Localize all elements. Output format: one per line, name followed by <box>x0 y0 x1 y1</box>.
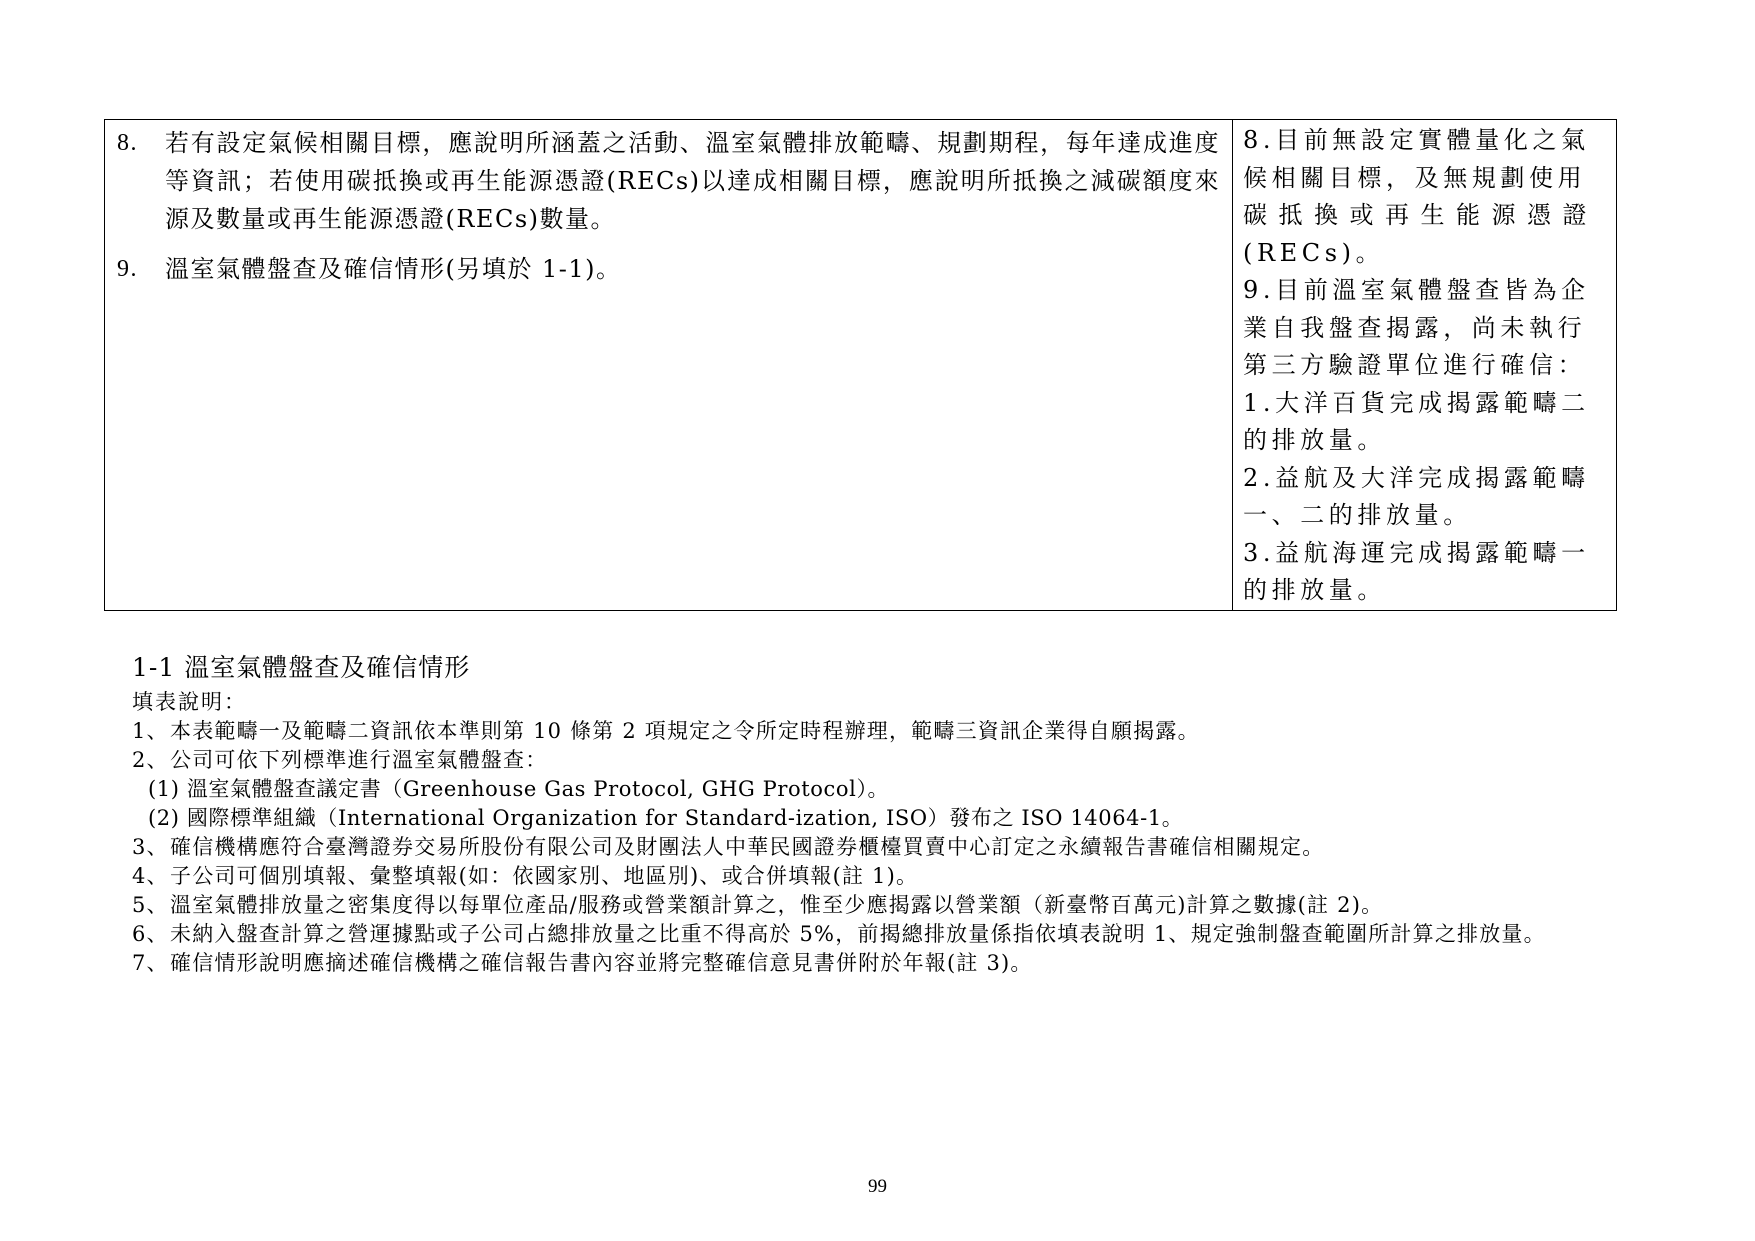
response-line: 1.大洋百貨完成揭露範疇二 <box>1243 388 1590 417</box>
response-line: (RECs)。 <box>1243 238 1385 267</box>
list-item <box>132 717 1652 746</box>
response-line: 的排放量。 <box>1243 576 1386 604</box>
item-number: 5、 <box>132 893 169 917</box>
response-line: 第三方驗證單位進行確信： <box>1243 351 1587 379</box>
item-text: 確信機構應符合臺灣證券交易所股份有限公司及財團法人中華民國證券櫃檯買賣中心訂定之永續報告書確信相關規定。 <box>170 835 1325 859</box>
item-text: 公司可依下列標準進行溫室氣體盤查： <box>170 748 548 772</box>
response-line: 一、二的排放量。 <box>1243 501 1472 529</box>
item-number: 2、 <box>132 748 169 772</box>
requirement-text: 若有設定氣候相關目標，應說明所涵蓋之活動、溫室氣體排放範疇、規劃期程，每年達成進度等資訊；若使用碳抵換或再生能源憑證(RECs)以達成相關目標，應說明所抵換之減碳額度來源及數量或再生能源憑證(RECs)數量。 <box>165 129 1220 233</box>
table-row <box>105 120 1617 611</box>
requirement-number: 8. <box>117 130 138 156</box>
item-text: 未納入盤查計算之營運據點或子公司占總排放量之比重不得高於 5%，前揭總排放量係指依填表說明 1、規定強制盤查範圍所計算之排放量。 <box>170 922 1546 946</box>
item-text: 確信情形說明應摘述確信機構之確信報告書內容並將完整確信意見書併附於年報(註 3)。 <box>170 951 1033 975</box>
item-number: 3、 <box>132 835 169 859</box>
instructions-list <box>132 717 1652 978</box>
response-line: 的排放量。 <box>1243 426 1386 454</box>
sub-item: (2) 國際標準組織（International Organization for Standard-ization, ISO）發布之 ISO 14064-1。 <box>148 806 1184 830</box>
page-number: 99 <box>868 1176 887 1197</box>
instructions-heading: 填表說明： <box>132 690 247 714</box>
ghg-inventory-section <box>132 648 1652 978</box>
list-item <box>132 949 1652 978</box>
section-title: 1-1 溫室氣體盤查及確信情形 <box>132 653 471 682</box>
list-item <box>132 920 1652 949</box>
response-cell <box>1233 120 1617 611</box>
requirement-item <box>105 250 1232 288</box>
item-text: 溫室氣體排放量之密集度得以每單位產品/服務或營業額計算之，惟至少應揭露以營業額（新臺幣百萬元)計算之數據(註 2)。 <box>170 893 1384 917</box>
list-item <box>132 862 1652 891</box>
item-number: 7、 <box>132 951 169 975</box>
disclosure-table <box>104 119 1617 611</box>
item-number: 6、 <box>132 922 169 946</box>
sub-item: (1) 溫室氣體盤查議定書（Greenhouse Gas Protocol, GHG Protocol）。 <box>148 777 890 801</box>
response-line: 8.目前無設定實體量化之氣 <box>1243 126 1590 154</box>
response-line: 候相關目標，及無規劃使用 <box>1243 163 1587 192</box>
list-item <box>132 891 1652 920</box>
response-text <box>1233 120 1616 610</box>
list-item <box>132 833 1652 862</box>
requirement-item <box>105 124 1232 238</box>
response-line: 9.目前溫室氣體盤查皆為企 <box>1243 276 1590 304</box>
requirement-number: 9. <box>117 256 138 282</box>
response-line: 業自我盤查揭露，尚未執行 <box>1243 313 1587 342</box>
item-text: 子公司可個別填報、彙整填報(如：依國家別、地區別)、或合併填報(註 1)。 <box>170 864 919 888</box>
response-line: 碳抵換或再生能源憑證 <box>1243 201 1598 229</box>
list-item <box>132 746 1652 833</box>
response-line: 3.益航海運完成揭露範疇一 <box>1243 538 1590 567</box>
item-text: 本表範疇一及範疇二資訊依本準則第 10 條第 2 項規定之令所定時程辦理，範疇三資訊企業得自願揭露。 <box>170 719 1200 743</box>
requirement-cell <box>105 120 1233 611</box>
response-line: 2.益航及大洋完成揭露範疇 <box>1243 463 1590 492</box>
item-number: 1、 <box>132 719 169 743</box>
item-number: 4、 <box>132 864 169 888</box>
requirement-text: 溫室氣體盤查及確信情形(另填於 1-1)。 <box>165 255 622 283</box>
